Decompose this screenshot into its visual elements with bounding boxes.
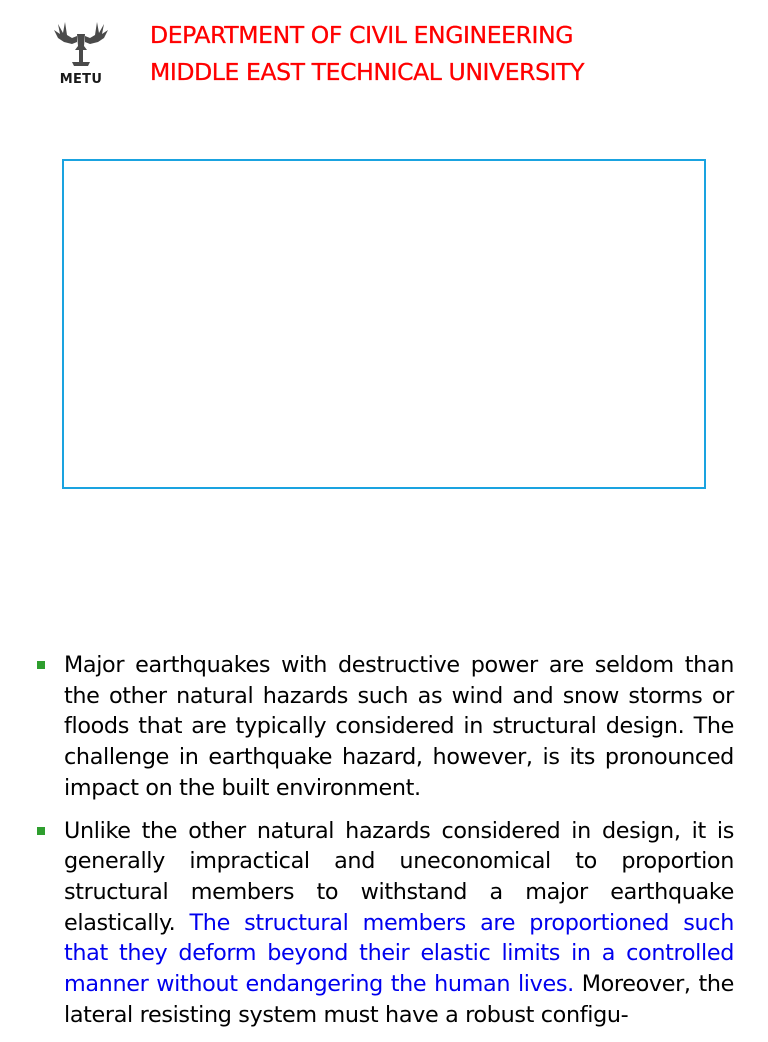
- bullet-text: Major earthquakes with destructive power are seldom than the other natural hazards such as wind and snow storms or floods that are typically considered in structural design. The challenge in earthquake hazard, however, is its pronounced impact on the built environment.: [64, 652, 734, 801]
- metu-emblem-icon: [50, 16, 112, 72]
- university-title: MIDDLE EAST TECHNICAL UNIVERSITY: [150, 58, 585, 86]
- bullet-text-highlight: The structural members are proportioned such that they deform beyond their elastic limits in a controlled manner without endangering the human lives.: [64, 909, 734, 998]
- figure-placeholder: [62, 159, 706, 489]
- metu-logo: [50, 16, 112, 90]
- department-title: DEPARTMENT OF CIVIL ENGINEERING: [150, 21, 574, 49]
- bullet-marker-icon: [37, 827, 45, 835]
- bullet-item-1: [34, 650, 734, 804]
- bullet-text-after: Moreover, the lateral resisting system must have a robust configu-: [64, 971, 734, 1028]
- logo-text: METU: [59, 72, 103, 87]
- bullet-item-2: [34, 816, 734, 1031]
- bullet-text-before: Unlike the other natural hazards considered in design, it is generally impractical and uneconomical to proportion structural members to withstand a major earthquake elastically.: [64, 817, 734, 936]
- bullet-list: [34, 650, 734, 1042]
- bullet-marker-icon: [37, 661, 45, 669]
- page-header: [0, 0, 768, 110]
